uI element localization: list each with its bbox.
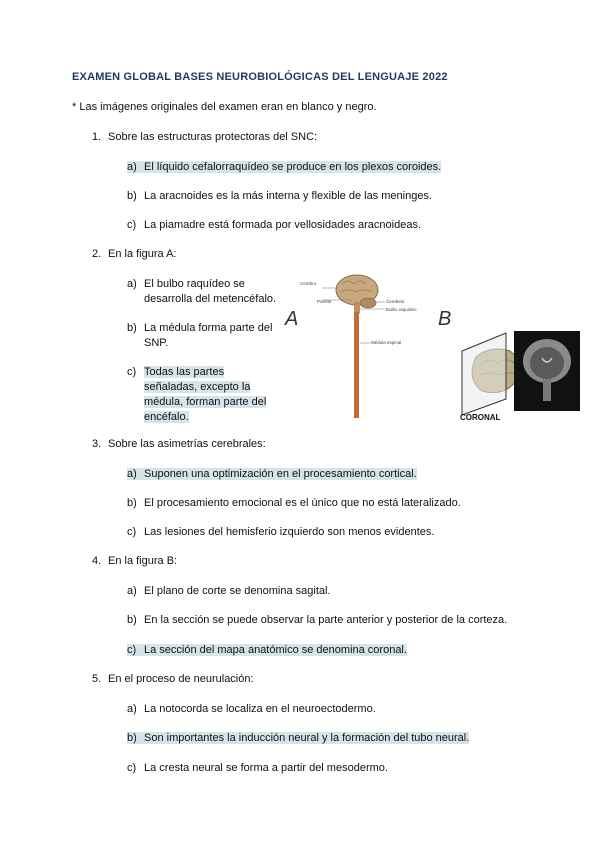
question-4 [92,555,177,567]
exam-title: EXAMEN GLOBAL BASES NEUROBIOLÓGICAS DEL LENGUAJE 2022 [72,71,448,83]
label-cerebro: Cerebro [300,281,317,286]
question-5-option-c: c) La cresta neural se forma a partir del mesodermo. [127,762,388,774]
label-puente: Puente [317,299,332,304]
question-text: Sobre las asimetrías cerebrales: [108,438,266,450]
question-4-option-a: a) El plano de corte se denomina sagital. [127,585,331,597]
coronal-plane-illustration [462,333,506,415]
question-3-option-c: c) Las lesiones del hemisferio izquierdo son menos evidentes. [127,526,435,538]
label-medula: Médula espinal [371,340,402,345]
label-bulbo: Bulbo raquídeo [386,307,417,312]
question-3-option-b: b) El procesamiento emocional es el único que no está lateralizado. [127,497,461,509]
question-number: 4. [92,555,102,567]
figure-b-coronal-section [432,303,584,425]
question-3-option-a: a) Suponen una optimización en el procesamiento cortical. [127,468,417,480]
question-text: Sobre las estructuras protectoras del SNC: [108,131,318,143]
question-2-option-c: c) Todas las partes señaladas, excepto la médula, forman parte del encéfalo. [127,366,267,423]
question-1-option-b: b) La aracnoides es la más interna y flexible de las meninges. [127,190,432,202]
question-1-option-c: c) La piamadre está formada por vellosidades aracnoideas. [127,219,421,231]
question-text: En la figura B: [108,555,178,567]
question-number: 5. [92,673,102,685]
question-5-option-a: a) La notocorda se localiza en el neuroectodermo. [127,703,376,715]
question-4-option-c: c) La sección del mapa anatómico se denomina coronal. [127,644,407,656]
figure-b-marker: B [438,308,452,330]
question-5-option-b: b) Son importantes la inducción neural y la formación del tubo neural. [127,732,470,744]
question-text: En la figura A: [108,248,177,260]
question-4-option-b: b) En la sección se puede observar la parte anterior y posterior de la corteza. [127,614,508,626]
coronal-caption: CORONAL [460,413,501,422]
question-text: En el proceso de neurulación: [108,673,254,685]
question-1-option-a: a) El líquido cefalorraquídeo se produce en los plexos coroides. [127,161,442,173]
question-2 [92,248,177,260]
question-2-option-b: b) La médula forma parte del SNP. [127,322,273,349]
question-number: 1. [92,131,102,143]
cerebellum-illustration [360,298,376,308]
spinal-cord-illustration [354,312,359,418]
question-number: 2. [92,248,102,260]
label-cerebelo: Cerebelo [386,299,405,304]
question-1 [92,131,317,143]
question-3 [92,438,266,450]
question-5 [92,673,254,685]
question-number: 3. [92,438,102,450]
question-2-option-a: a) El bulbo raquídeo se desarrolla del metencéfalo. [127,278,277,305]
color-note: * Las imágenes originales del examen eran en blanco y negro. [72,101,377,113]
figure-a-brain-spinal-cord [282,270,422,420]
figure-a-marker: A [285,308,299,330]
